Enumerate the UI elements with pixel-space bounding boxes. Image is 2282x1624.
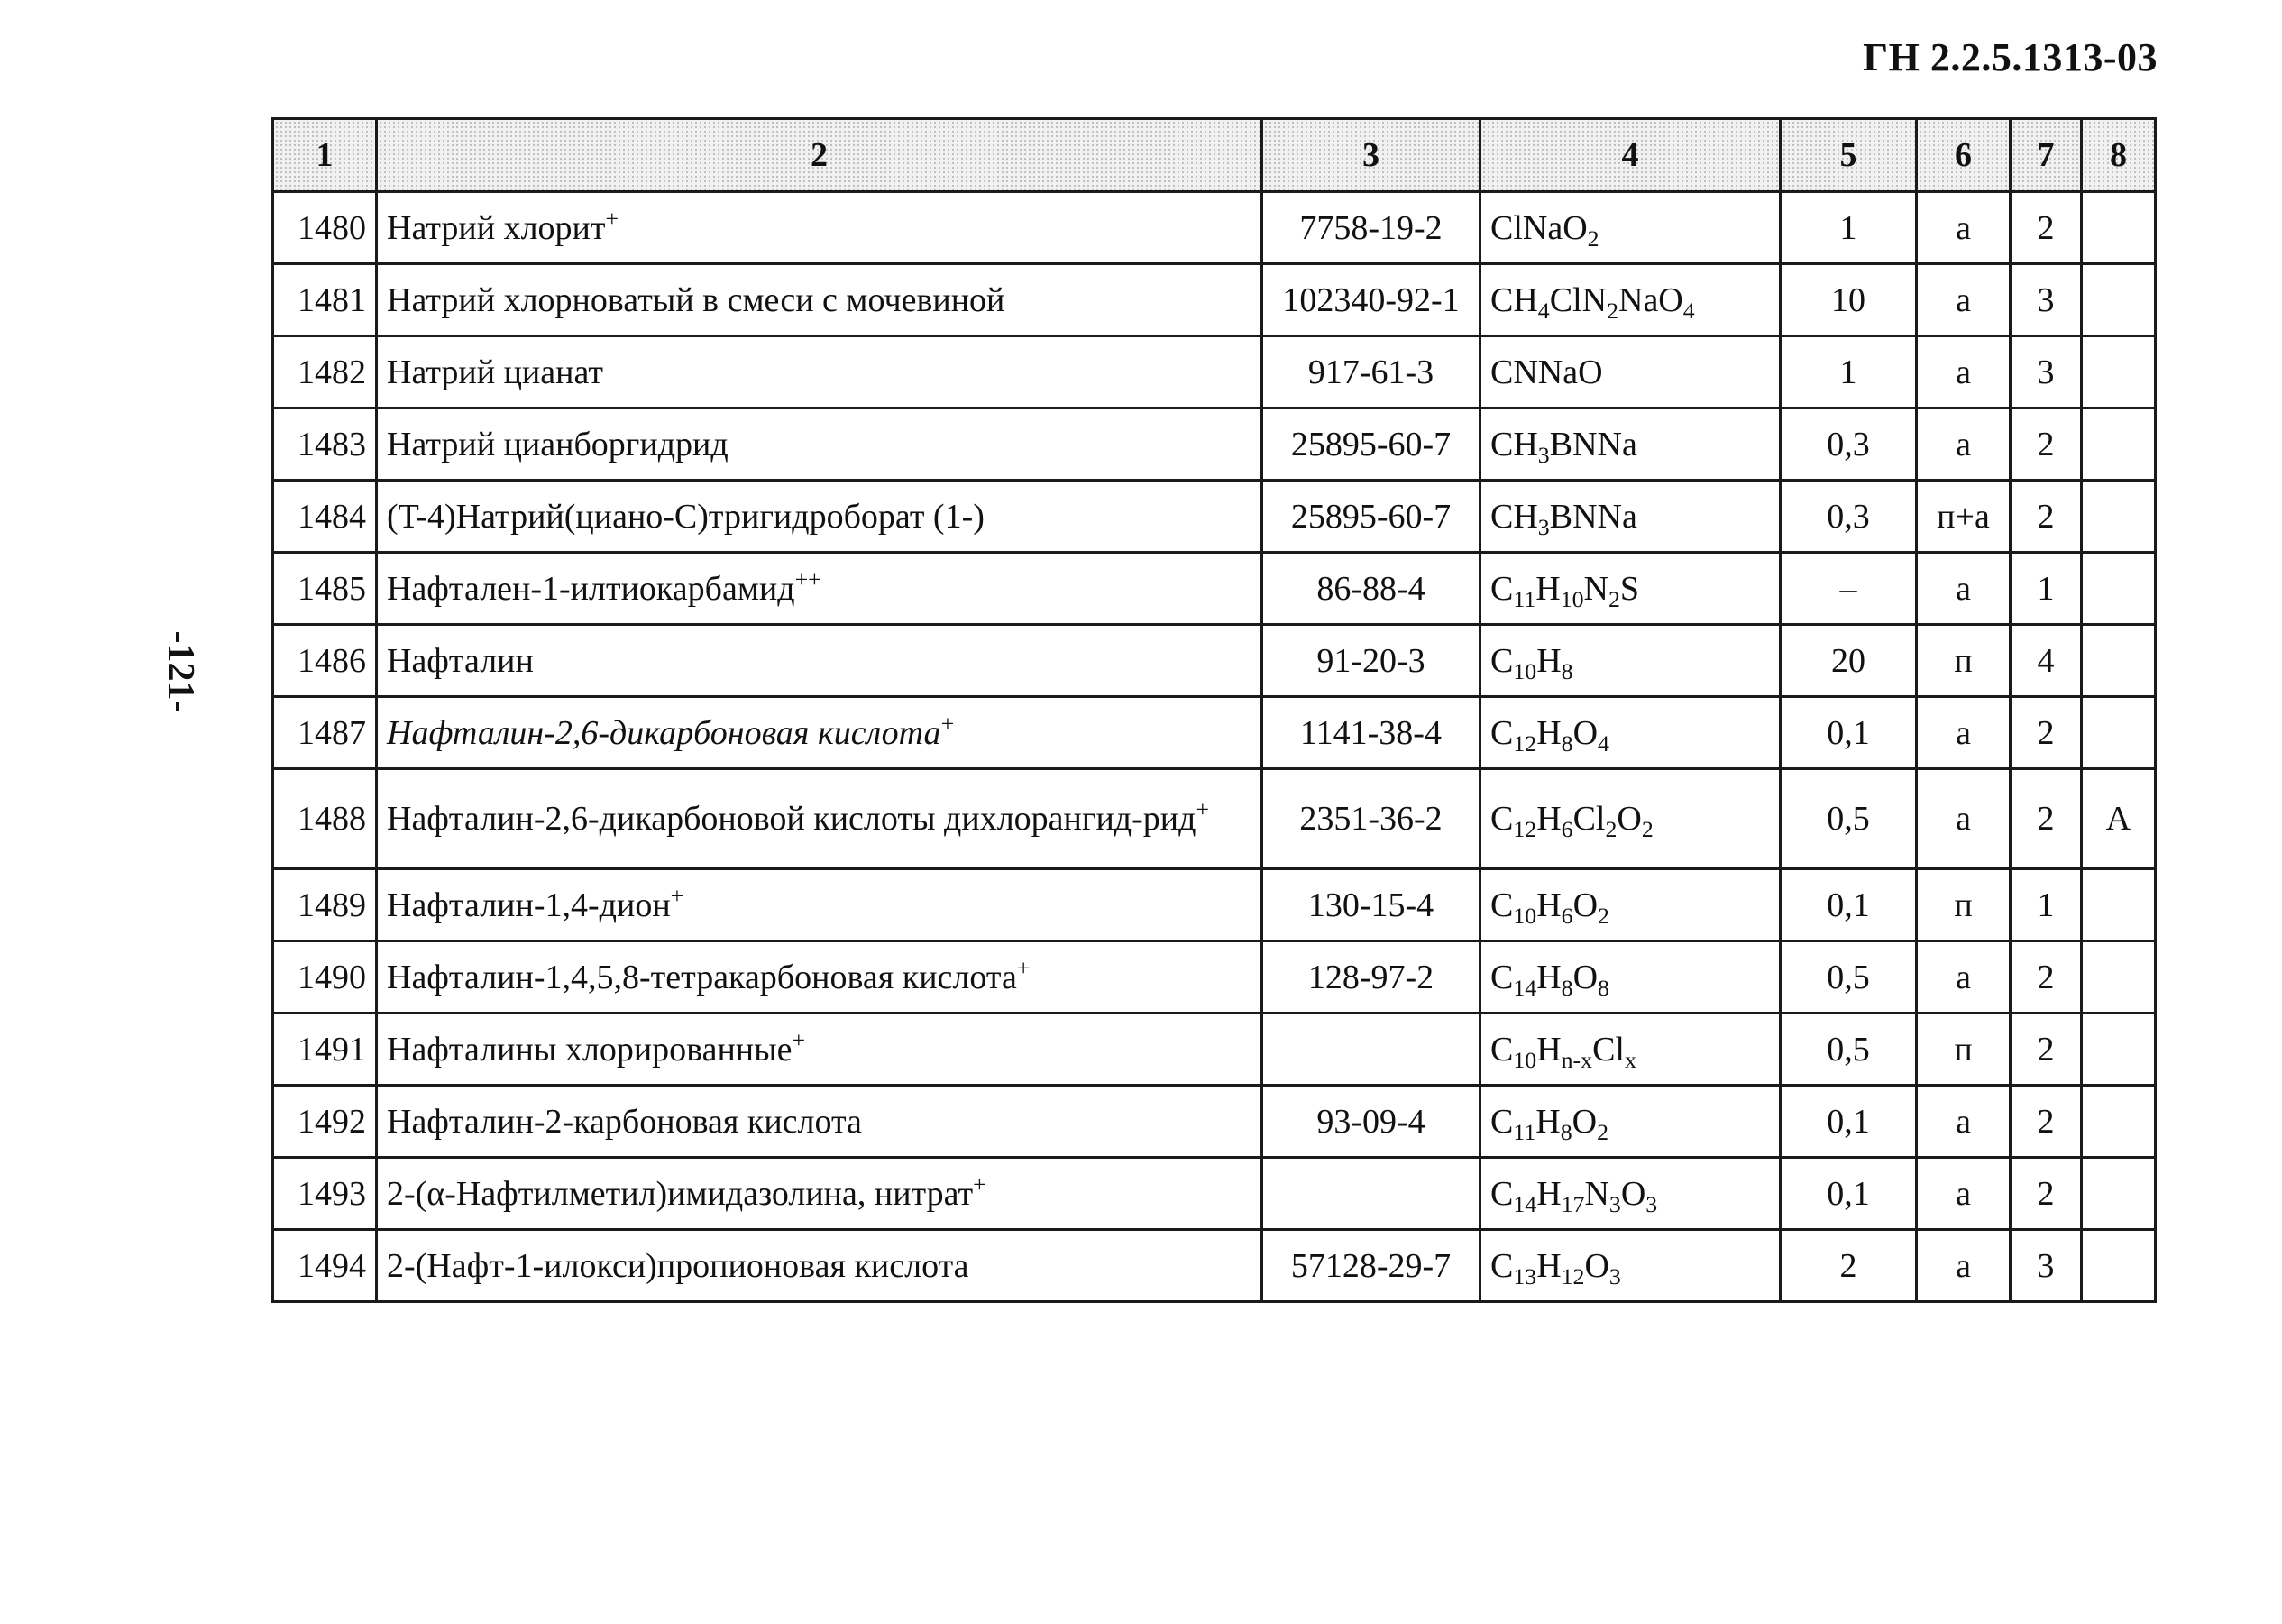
table-row	[273, 869, 2156, 941]
formula-subscript: 4	[1598, 729, 1609, 757]
column-header: 7	[2011, 119, 2082, 192]
aggregate-state: a	[1917, 697, 2011, 769]
formula-element: H	[1536, 958, 1562, 996]
formula-element: C	[1490, 958, 1514, 996]
hazard-class: 2	[2011, 1158, 2082, 1230]
aggregate-state: a	[1917, 408, 2011, 481]
document-code: ГН 2.2.5.1313-03	[1863, 35, 2158, 79]
row-number: 1492	[273, 1086, 377, 1158]
mac-value: –	[1781, 553, 1917, 625]
mac-value: 1	[1781, 192, 1917, 264]
substance-name	[377, 1158, 1262, 1230]
formula-element: C	[1490, 885, 1514, 924]
chemical-formula	[1480, 553, 1781, 625]
formula-element: ClN	[1549, 280, 1608, 319]
substance-name	[377, 1086, 1262, 1158]
formula-element: O	[1572, 1102, 1598, 1141]
aggregate-state: a	[1917, 264, 2011, 336]
formula-element: C	[1490, 800, 1514, 838]
formula-element: O	[1572, 713, 1599, 752]
table-row	[273, 264, 2156, 336]
chemical-formula	[1480, 1230, 1781, 1302]
chemical-formula	[1480, 1014, 1781, 1086]
substance-mark: +	[670, 882, 684, 909]
cas-number: 2351-36-2	[1262, 769, 1480, 869]
formula-element: H	[1536, 1174, 1562, 1213]
formula-element: H	[1536, 713, 1562, 752]
formula-subscript: 10	[1560, 585, 1584, 612]
column-header: 3	[1262, 119, 1480, 192]
formula-element: O	[1572, 885, 1599, 924]
formula-element: C	[1490, 1102, 1514, 1141]
formula-subscript: 12	[1561, 1262, 1585, 1289]
table-row	[273, 769, 2156, 869]
note-cell	[2082, 869, 2156, 941]
formula-element: H	[1535, 569, 1561, 608]
aggregate-state: a	[1917, 1158, 2011, 1230]
substance-name	[377, 697, 1262, 769]
substance-name	[377, 481, 1262, 553]
substance-name-text: Нафталин-2-карбоновая кислота	[387, 1102, 862, 1141]
hazard-class: 2	[2011, 408, 2082, 481]
substance-name-text: Нафталины хлорированные	[387, 1030, 793, 1069]
formula-subscript: 10	[1513, 902, 1537, 929]
formula-subscript: 2	[1598, 902, 1609, 929]
chemical-formula	[1480, 336, 1781, 408]
chemical-formula	[1480, 941, 1781, 1014]
substance-name	[377, 336, 1262, 408]
column-header: 5	[1781, 119, 1917, 192]
hazard-class: 1	[2011, 553, 2082, 625]
formula-subscript: 14	[1513, 1190, 1537, 1217]
mac-value: 0,3	[1781, 408, 1917, 481]
table-row	[273, 1230, 2156, 1302]
chemical-formula	[1480, 481, 1781, 553]
formula-element: S	[1619, 569, 1640, 608]
formula-subscript: 4	[1537, 297, 1550, 324]
mac-value: 0,3	[1781, 481, 1917, 553]
table-row	[273, 1086, 2156, 1158]
cas-number: 93-09-4	[1262, 1086, 1480, 1158]
table-row	[273, 192, 2156, 264]
substance-name-text: 2-(α-Нафтилметил)имидазолина, нитрат	[387, 1174, 974, 1213]
note-cell	[2082, 1086, 2156, 1158]
hazard-class: 2	[2011, 481, 2082, 553]
chemical-formula	[1480, 697, 1781, 769]
table-body	[273, 192, 2156, 1302]
row-number: 1485	[273, 553, 377, 625]
substance-mark: +	[792, 1026, 806, 1053]
substance-name-text: Нафтален-1-илтиокарбамид	[387, 569, 795, 608]
cas-number: 1141-38-4	[1262, 697, 1480, 769]
formula-element: CH	[1490, 497, 1538, 536]
formula-subscript: 10	[1513, 1046, 1537, 1073]
column-header: 2	[377, 119, 1262, 192]
formula-subscript: 2	[1641, 815, 1654, 842]
formula-subscript: 8	[1598, 974, 1609, 1001]
table-row	[273, 697, 2156, 769]
formula-subscript: 2	[1587, 225, 1599, 252]
chemical-formula	[1480, 408, 1781, 481]
aggregate-state: a	[1917, 553, 2011, 625]
aggregate-state: a	[1917, 1086, 2011, 1158]
note-cell	[2082, 481, 2156, 553]
formula-subscript: 14	[1513, 974, 1537, 1001]
aggregate-state: a	[1917, 192, 2011, 264]
table-row	[273, 336, 2156, 408]
cas-number: 7758-19-2	[1262, 192, 1480, 264]
hazard-class: 1	[2011, 869, 2082, 941]
table-row	[273, 625, 2156, 697]
formula-element: C	[1490, 1030, 1514, 1069]
substance-mark: +	[973, 1170, 986, 1197]
table-header-row	[273, 119, 2156, 192]
hazard-class: 2	[2011, 1014, 2082, 1086]
formula-element: C	[1490, 1246, 1514, 1285]
substance-name-text: Нафталин	[387, 641, 534, 680]
substance-name-text: Натрий цианборгидрид	[387, 425, 729, 463]
aggregate-state: п+а	[1917, 481, 2011, 553]
cas-number: 91-20-3	[1262, 625, 1480, 697]
substance-name-text: Натрий цианат	[387, 353, 603, 391]
table-row	[273, 408, 2156, 481]
table-row	[273, 1014, 2156, 1086]
formula-subscript: 8	[1561, 974, 1573, 1001]
formula-subscript: 17	[1561, 1190, 1585, 1217]
substance-name	[377, 941, 1262, 1014]
table-row	[273, 553, 2156, 625]
formula-subscript: 8	[1560, 1118, 1572, 1145]
substance-name-text: Нафталин-2,6-дикарбоновая кислота	[387, 713, 941, 752]
formula-subscript: 2	[1605, 815, 1618, 842]
formula-element: CH	[1490, 425, 1538, 463]
hazard-class: 3	[2011, 336, 2082, 408]
formula-subscript: 4	[1682, 297, 1695, 324]
substance-name	[377, 869, 1262, 941]
formula-subscript: 3	[1608, 1190, 1621, 1217]
formula-element: O	[1584, 1246, 1609, 1285]
formula-subscript: 6	[1561, 902, 1573, 929]
chemical-formula	[1480, 1158, 1781, 1230]
mac-value: 0,1	[1781, 1086, 1917, 1158]
formula-element: H	[1536, 1246, 1562, 1285]
formula-subscript: 2	[1597, 1118, 1608, 1145]
substance-name-text: Нафталин-1,4,5,8-тетракарбоновая кислота	[387, 958, 1017, 996]
formula-element: H	[1536, 1030, 1562, 1069]
substances-table	[271, 117, 2157, 1303]
formula-element: NaO	[1618, 280, 1683, 319]
substance-name-text: (T-4)Натрий(циано-C)тригидроборат (1-)	[387, 497, 985, 536]
formula-element: O	[1617, 800, 1642, 838]
formula-element: BNNa	[1549, 497, 1637, 536]
formula-subscript: 3	[1645, 1190, 1658, 1217]
hazard-class: 2	[2011, 192, 2082, 264]
mac-value: 0,5	[1781, 769, 1917, 869]
substance-name	[377, 1014, 1262, 1086]
aggregate-state: a	[1917, 1230, 2011, 1302]
formula-element: C	[1490, 569, 1514, 608]
row-number: 1487	[273, 697, 377, 769]
formula-element: C	[1490, 713, 1514, 752]
formula-subscript: 11	[1513, 585, 1536, 612]
chemical-formula	[1480, 769, 1781, 869]
substance-name-text: Натрий хлорит	[387, 208, 606, 247]
formula-element: H	[1536, 885, 1562, 924]
formula-subscript: 11	[1513, 1118, 1536, 1145]
formula-subscript: 12	[1513, 815, 1537, 842]
formula-element: N	[1584, 1174, 1609, 1213]
note-cell	[2082, 1230, 2156, 1302]
formula-subscript: 2	[1607, 297, 1618, 324]
substance-name	[377, 769, 1262, 869]
cas-number: 25895-60-7	[1262, 481, 1480, 553]
formula-element: ClNaO	[1490, 208, 1588, 247]
substance-mark: +	[1016, 954, 1031, 981]
substance-name	[377, 408, 1262, 481]
cas-number: 128-97-2	[1262, 941, 1480, 1014]
note-cell	[2082, 941, 2156, 1014]
column-header: 6	[1917, 119, 2011, 192]
formula-element: C	[1490, 641, 1514, 680]
note-cell	[2082, 1158, 2156, 1230]
mac-value: 0,1	[1781, 697, 1917, 769]
formula-element: Cl	[1592, 1030, 1625, 1069]
formula-subscript: 8	[1561, 729, 1573, 757]
row-number: 1488	[273, 769, 377, 869]
note-cell	[2082, 625, 2156, 697]
row-number: 1489	[273, 869, 377, 941]
chemical-formula	[1480, 625, 1781, 697]
aggregate-state: a	[1917, 336, 2011, 408]
formula-element: BNNa	[1549, 425, 1637, 463]
formula-subscript: 8	[1561, 657, 1573, 684]
note-cell	[2082, 408, 2156, 481]
note-cell	[2082, 1014, 2156, 1086]
formula-element: N	[1583, 569, 1608, 608]
hazard-class: 2	[2011, 941, 2082, 1014]
formula-subscript: x	[1624, 1046, 1636, 1073]
mac-value: 1	[1781, 336, 1917, 408]
chemical-formula	[1480, 264, 1781, 336]
aggregate-state: a	[1917, 769, 2011, 869]
formula-subscript: 13	[1513, 1262, 1537, 1289]
substance-name	[377, 264, 1262, 336]
formula-element: O	[1572, 958, 1599, 996]
column-header: 4	[1480, 119, 1781, 192]
substance-name	[377, 1230, 1262, 1302]
formula-subscript: 3	[1537, 513, 1550, 540]
cas-number	[1262, 1014, 1480, 1086]
formula-element: Cl	[1572, 800, 1606, 838]
note-cell: А	[2082, 769, 2156, 869]
mac-value: 20	[1781, 625, 1917, 697]
substance-name	[377, 192, 1262, 264]
column-header: 8	[2082, 119, 2156, 192]
note-cell	[2082, 553, 2156, 625]
formula-subscript: 3	[1608, 1262, 1621, 1289]
hazard-class: 2	[2011, 1086, 2082, 1158]
substance-name-text: Нафталин-2,6-дикарбоновой кислоты дихлорангид-рид	[387, 800, 1196, 838]
substance-mark: +	[1196, 795, 1210, 822]
aggregate-state: п	[1917, 1014, 2011, 1086]
formula-subscript: 2	[1608, 585, 1620, 612]
formula-subscript: 12	[1513, 729, 1537, 757]
column-header: 1	[273, 119, 377, 192]
table-row	[273, 481, 2156, 553]
cas-number: 130-15-4	[1262, 869, 1480, 941]
hazard-class: 2	[2011, 697, 2082, 769]
chemical-formula	[1480, 1086, 1781, 1158]
row-number: 1494	[273, 1230, 377, 1302]
hazard-class: 3	[2011, 264, 2082, 336]
substance-name	[377, 553, 1262, 625]
chemical-formula	[1480, 869, 1781, 941]
row-number: 1483	[273, 408, 377, 481]
substance-name-text: 2-(Нафт-1-илокси)пропионовая кислота	[387, 1246, 969, 1285]
row-number: 1486	[273, 625, 377, 697]
chemical-formula	[1480, 192, 1781, 264]
note-cell	[2082, 697, 2156, 769]
row-number: 1484	[273, 481, 377, 553]
mac-value: 0,1	[1781, 869, 1917, 941]
formula-element: H	[1535, 1102, 1561, 1141]
formula-element: H	[1536, 800, 1562, 838]
mac-value: 2	[1781, 1230, 1917, 1302]
row-number: 1490	[273, 941, 377, 1014]
cas-number: 102340-92-1	[1262, 264, 1480, 336]
formula-subscript: 10	[1513, 657, 1537, 684]
mac-value: 0,5	[1781, 1014, 1917, 1086]
row-number: 1481	[273, 264, 377, 336]
aggregate-state: п	[1917, 625, 2011, 697]
hazard-class: 3	[2011, 1230, 2082, 1302]
substance-name	[377, 625, 1262, 697]
cas-number: 917-61-3	[1262, 336, 1480, 408]
page-number: -121-	[160, 630, 201, 713]
row-number: 1491	[273, 1014, 377, 1086]
cas-number: 57128-29-7	[1262, 1230, 1480, 1302]
mac-value: 10	[1781, 264, 1917, 336]
formula-element: H	[1536, 641, 1562, 680]
mac-value: 0,1	[1781, 1158, 1917, 1230]
formula-element: CH	[1490, 280, 1538, 319]
formula-subscript: n-x	[1561, 1046, 1593, 1073]
mac-value: 0,5	[1781, 941, 1917, 1014]
formula-element: CNNaO	[1490, 353, 1603, 391]
formula-subscript: 6	[1561, 815, 1573, 842]
substance-name-text: Нафталин-1,4-дион	[387, 885, 671, 924]
row-number: 1480	[273, 192, 377, 264]
cas-number	[1262, 1158, 1480, 1230]
table-row	[273, 941, 2156, 1014]
aggregate-state: a	[1917, 941, 2011, 1014]
row-number: 1493	[273, 1158, 377, 1230]
table-row	[273, 1158, 2156, 1230]
substance-mark: ++	[794, 565, 821, 592]
cas-number: 25895-60-7	[1262, 408, 1480, 481]
formula-element: O	[1620, 1174, 1646, 1213]
hazard-class: 4	[2011, 625, 2082, 697]
aggregate-state: п	[1917, 869, 2011, 941]
hazard-class: 2	[2011, 769, 2082, 869]
substance-name-text: Натрий хлорноватый в смеси с мочевиной	[387, 280, 1005, 319]
formula-element: C	[1490, 1174, 1514, 1213]
row-number: 1482	[273, 336, 377, 408]
note-cell	[2082, 192, 2156, 264]
substance-mark: +	[940, 710, 955, 737]
formula-subscript: 3	[1537, 441, 1550, 468]
note-cell	[2082, 264, 2156, 336]
cas-number: 86-88-4	[1262, 553, 1480, 625]
substance-mark: +	[605, 205, 619, 232]
note-cell	[2082, 336, 2156, 408]
